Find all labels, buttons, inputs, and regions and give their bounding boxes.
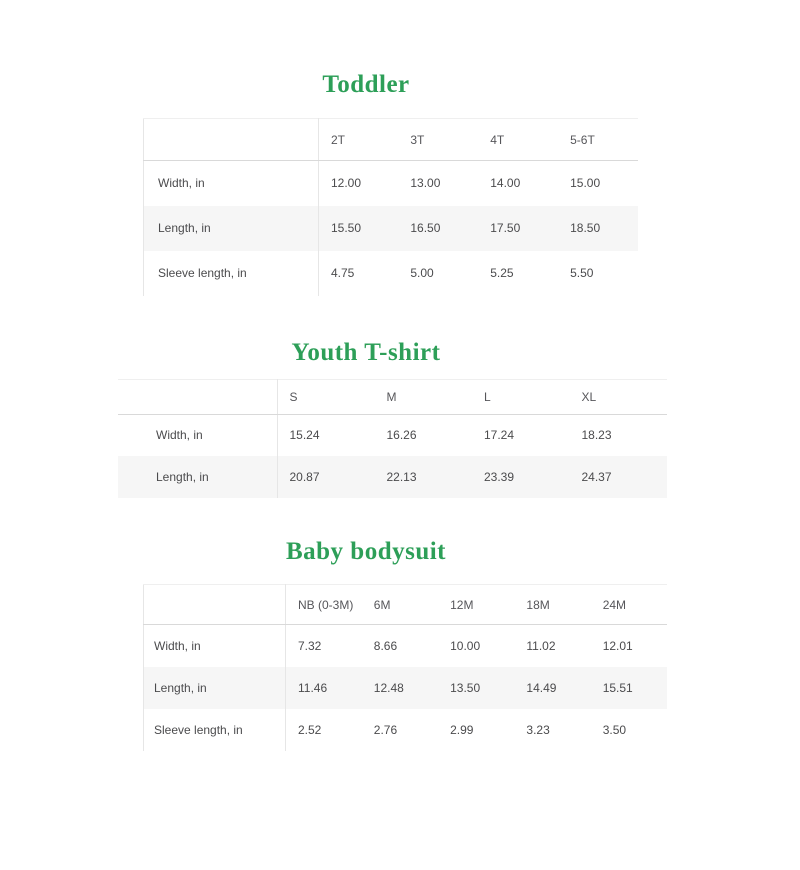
value-cell: 16.26 [386, 428, 417, 443]
section-title-baby-bodysuit: Baby bodysuit [285, 538, 447, 565]
table-row [144, 206, 639, 251]
row-label: Width, in [118, 414, 277, 456]
value-cell: 15.51 [591, 667, 667, 709]
section-title-toddler: Toddler [322, 71, 410, 98]
column-header: 18M [514, 585, 590, 625]
column-header: S [277, 379, 375, 414]
section-title-youth-tshirt: Youth T-shirt [291, 338, 441, 366]
header-row [118, 379, 667, 414]
section-youth-tshirt [0, 338, 800, 499]
value-cell: 18.23 [581, 428, 612, 443]
size-table-youth-tshirt [118, 379, 667, 499]
column-header: L [472, 379, 570, 414]
value-cell: 2.76 [373, 722, 398, 737]
size-table-baby-bodysuit [143, 584, 667, 751]
value-cell: 24.37 [570, 456, 668, 498]
value-cell: 13.50 [438, 667, 514, 709]
row-label: Length, in [144, 206, 319, 251]
column-header: 4T [478, 119, 558, 161]
table-row [144, 625, 668, 667]
value-cell: 14.49 [514, 667, 590, 709]
value-cell: 11.02 [526, 638, 556, 653]
table-row [144, 667, 668, 709]
value-cell: 18.50 [558, 206, 638, 251]
value-cell: 15.50 [319, 206, 399, 251]
value-cell: 23.39 [472, 456, 570, 498]
value-cell: 12.00 [331, 176, 362, 191]
column-header: 12M [438, 585, 514, 625]
value-cell: 15.24 [289, 428, 320, 443]
value-cell: 16.50 [398, 206, 478, 251]
column-header: M [375, 379, 473, 414]
value-cell: 13.00 [410, 176, 441, 191]
row-label: Width, in [144, 161, 319, 206]
value-cell: 12.48 [362, 667, 438, 709]
row-label: Width, in [144, 625, 286, 667]
size-table-toddler [143, 118, 638, 296]
header-row [144, 585, 668, 625]
value-cell: 17.24 [484, 428, 515, 443]
value-cell: 12.01 [602, 638, 633, 653]
column-header: 6M [362, 585, 438, 625]
value-cell: 22.13 [375, 456, 473, 498]
value-cell: 5.00 [410, 266, 434, 280]
row-label: Length, in [118, 456, 277, 498]
value-cell: 11.46 [286, 667, 362, 709]
value-cell: 14.00 [490, 176, 521, 191]
corner-cell [118, 379, 277, 414]
column-header: 24M [591, 585, 667, 625]
value-cell: 10.00 [450, 638, 481, 653]
value-cell: 5.25 [490, 266, 514, 280]
value-cell: 15.00 [570, 176, 601, 191]
table-row [118, 414, 667, 456]
value-cell: 4.75 [331, 266, 355, 280]
value-cell: 5.50 [570, 266, 594, 280]
column-header: 2T [319, 119, 399, 161]
row-label: Sleeve length, in [144, 709, 286, 751]
section-baby-bodysuit [0, 537, 800, 751]
row-label: Length, in [144, 667, 286, 709]
size-guide-page [0, 70, 800, 870]
corner-cell [144, 119, 319, 161]
value-cell: 8.66 [373, 638, 398, 653]
column-header: NB (0-3M) [286, 585, 362, 625]
value-cell: 2.52 [298, 722, 322, 737]
row-label: Sleeve length, in [144, 251, 319, 296]
column-header: 5-6T [558, 119, 638, 161]
column-header: 3T [398, 119, 478, 161]
corner-cell [144, 585, 286, 625]
table-row [144, 251, 639, 296]
value-cell: 2.99 [450, 722, 474, 737]
column-header: XL [570, 379, 668, 414]
table-row [118, 456, 667, 498]
header-row [144, 119, 639, 161]
section-toddler [0, 70, 800, 296]
value-cell: 17.50 [478, 206, 558, 251]
table-row [144, 709, 668, 751]
table-row [144, 161, 639, 206]
value-cell: 3.23 [526, 722, 550, 737]
value-cell: 20.87 [277, 456, 375, 498]
value-cell: 7.32 [298, 638, 322, 653]
value-cell: 3.50 [602, 722, 627, 737]
